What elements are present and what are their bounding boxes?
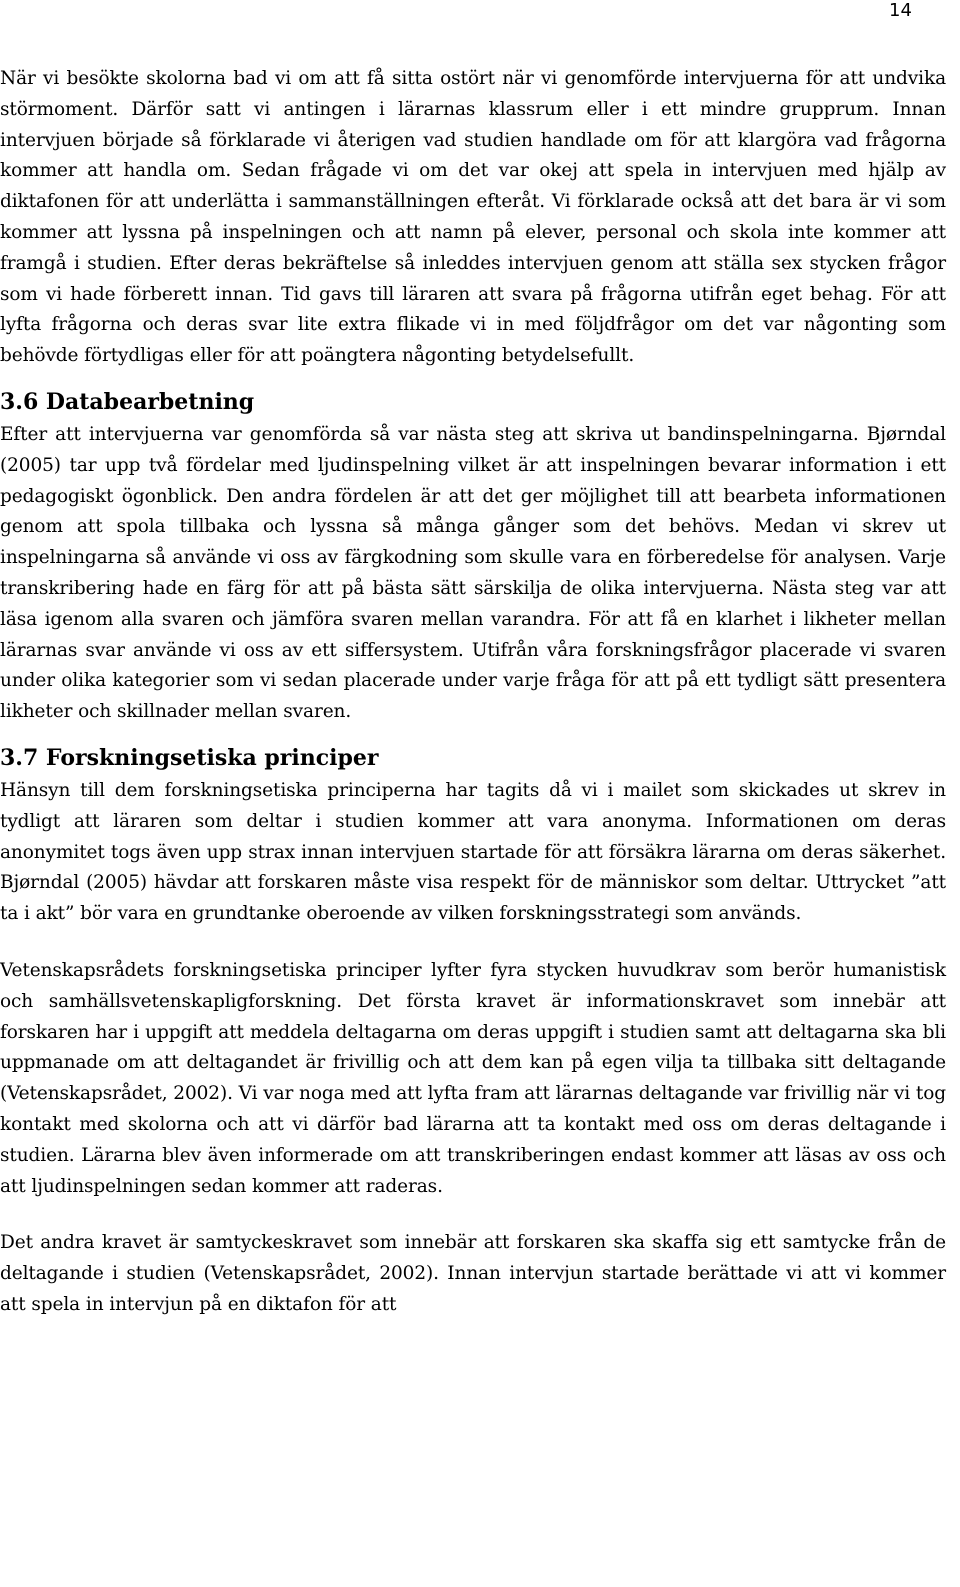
section-heading-databearbetning: 3.6 Databearbetning xyxy=(0,388,255,415)
document-body xyxy=(0,64,946,1321)
ethics-paragraph-1: Hänsyn till dem forskningsetiska principerna har tagits då vi i mailet som skickades ut skrev in tydligt att läraren som deltar i studien kommer att vara anonyma. Informationen om deras anonymitet togs även upp strax innan intervjuen startade för att försäkra lärarna om deras säkerhet. Bjørndal (2005) hävdar att forskaren måste visa respekt för de människor som deltar. Uttrycket ”att ta i akt” bör vara en grundtanke oberoende av vilken forskningsstrategi som används. xyxy=(0,779,946,925)
ethics-paragraph-2: Vetenskapsrådets forskningsetiska principer lyfter fyra stycken huvudkrav som berör humanistisk och samhällsvetenskapligforskning. Det första kravet är informationskravet som innebär att forskaren har i uppgift att meddela deltagarna om deras uppgift i studien samt att deltagarna ska bli uppmanade om att deltagandet är frivillig och att dem kan på egen vilja ta tillbaka sitt deltagande (Vetenskapsrådet, 2002). Vi var noga med att lyfta fram att lärarnas deltagande var frivillig när vi tog kontakt med skolorna och att vi därför bad lärarna att ta kontakt med oss om deras deltagande i studien. Lärarna blev även informerade om att transkriberingen endast kommer att läsas av oss och att ljudinspelningen sedan kommer att raderas. xyxy=(0,959,946,1197)
databearbetning-paragraph: Efter att intervjuerna var genomförda så var nästa steg att skriva ut bandinspelningarna. Bjørndal (2005) tar upp två fördelar med ljudinspelning vilket är att inspelningen bevarar information i ett pedagogiskt ögonblick. Den andra fördelen är att det ger möjlighet till att bearbeta informationen genom att spola tillbaka och lyssna så många gånger som det behövs. Medan vi skrev ut inspelningarna så använde vi oss av färgkodning som skulle vara en förberedelse för analysen. Varje transkribering hade en färg för att på bästa sätt särskilja de olika intervjuerna. Nästa steg var att läsa igenom alla svaren och jämföra svaren mellan varandra. För att få en klarhet i likheter mellan lärarnas svar använde vi oss av ett siffersystem. Utifrån våra forskningsfrågor placerade vi svaren under olika kategorier som vi sedan placerade under varje fråga för att på ett tydligt sätt presentera likheter och skillnader mellan svaren. xyxy=(0,423,946,723)
ethics-paragraph-3: Det andra kravet är samtyckeskravet som innebär att forskaren ska skaffa sig ett samtycke från de deltagande i studien (Vetenskapsrådet, 2002). Innan intervjun startade berättade vi att vi kommer att spela in intervjun på en diktafon för att xyxy=(0,1232,946,1315)
section-heading-forskningsetiska-principer: 3.7 Forskningsetiska principer xyxy=(0,744,379,771)
page-number: 14 xyxy=(889,0,912,21)
intro-paragraph: När vi besökte skolorna bad vi om att få sitta ostört när vi genomförde intervjuerna för att undvika störmoment. Därför satt vi antingen i lärarnas klassrum eller i ett mindre grupprum. Innan intervjuen började så förklarade vi återigen vad studien handlade om för att klargöra vad frågorna kommer att handla om. Sedan frågade vi om det var okej att spela in intervjuen med hjälp av diktafonen för att underlätta i sammanställningen efteråt. Vi förklarade också att det bara är vi som kommer att lyssna på inspelningen och att namn på elever, personal och skola inte kommer att framgå i studien. Efter deras bekräftelse så inleddes intervjuen genom att ställa sex stycken frågor som vi hade förberett innan. Tid gavs till läraren att svara på frågorna utifrån eget behag. För att lyfta frågorna och deras svar lite extra flikade vi in med följdfrågor om det var någonting som behövde förtydligas eller för att poängtera någonting betydelsefullt. xyxy=(0,68,946,367)
